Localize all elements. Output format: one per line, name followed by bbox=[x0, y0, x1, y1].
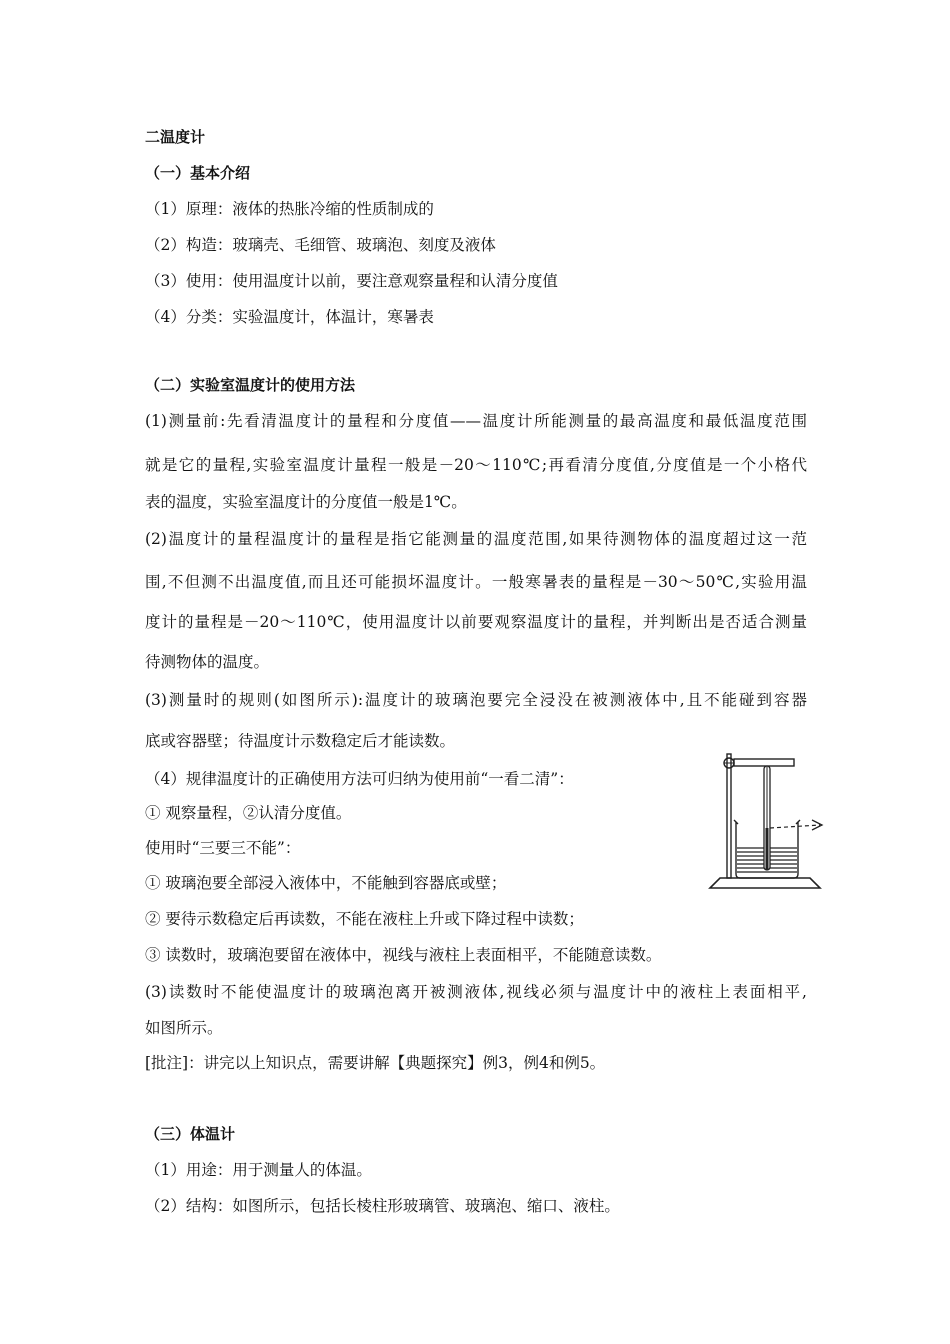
lab-p3-line1: (3)测量时的规则(如图所示):温度计的玻璃泡要完全浸没在被测液体中,且不能碰到容器 bbox=[145, 691, 807, 709]
thermometer-in-beaker-figure bbox=[700, 748, 830, 908]
section-basic-heading: （一）基本介绍 bbox=[145, 164, 251, 182]
lab-p1-line3: 表的温度，实验室温度计的分度值一般是1℃。 bbox=[145, 493, 467, 511]
lab-p3-line2: 底或容器壁；待温度计示数稳定后才能读数。 bbox=[145, 732, 456, 750]
lab-p1-line1: (1)测量前:先看清温度计的量程和分度值——温度计所能测量的最高温度和最低温度范围 bbox=[145, 412, 807, 430]
lab-p2-line3: 度计的量程是－20～110℃，使用温度计以前要观察温度计的量程，并判断出是否适合测量 bbox=[145, 613, 807, 631]
basic-types: （4）分类：实验温度计，体温计，寒暑表 bbox=[145, 308, 434, 326]
stand-rod bbox=[727, 754, 731, 878]
lab-p4-line3: 使用时“三要三不能”： bbox=[145, 839, 301, 857]
lab-p4-line4: ① 玻璃泡要全部浸入液体中，不能触到容器底或壁； bbox=[145, 874, 507, 892]
basic-usage: （3）使用：使用温度计以前，要注意观察量程和认清分度值 bbox=[145, 272, 558, 290]
section-body-thermometer-heading: （三）体温计 bbox=[145, 1125, 236, 1143]
stand-base bbox=[710, 878, 820, 888]
thermometer-column bbox=[766, 828, 769, 870]
lab-p2-line1: (2)温度计的量程温度计的量程是指它能测量的温度范围,如果待测物体的温度超过这一范 bbox=[145, 530, 807, 548]
lab-p1-line2: 就是它的量程,实验室温度计量程一般是－20～110℃;再看清分度值,分度值是一个小格代 bbox=[145, 456, 807, 474]
lab-p5-line1: (3)读数时不能使温度计的玻璃泡离开被测液体,视线必须与温度计中的液柱上表面相平, bbox=[145, 983, 807, 1001]
section-lab-heading: （二）实验室温度计的使用方法 bbox=[145, 376, 356, 394]
sight-line bbox=[770, 825, 820, 828]
basic-principle: （1）原理：液体的热胀冷缩的性质制成的 bbox=[145, 200, 434, 218]
clamp-arm bbox=[734, 759, 794, 766]
lab-p4-line6: ③ 读数时，玻璃泡要留在液体中，视线与液柱上表面相平，不能随意读数。 bbox=[145, 946, 662, 964]
lab-p2-line2: 围,不但测不出温度值,而且还可能损坏温度计。一般寒暑表的量程是－30～50℃,实验用温 bbox=[145, 573, 807, 591]
body-thermometer-use: （1）用途：用于测量人的体温。 bbox=[145, 1161, 372, 1179]
lab-p4-line1: （4）规律温度计的正确使用方法可归纳为使用前“一看二清”： bbox=[145, 770, 574, 788]
lab-p4-line2: ① 观察量程，②认清分度值。 bbox=[145, 804, 352, 822]
annotation-note: [批注]：讲完以上知识点，需要讲解【典题探究】例3，例4和例5。 bbox=[145, 1054, 606, 1072]
body-thermometer-structure: （2）结构：如图所示，包括长棱柱形玻璃管、玻璃泡、缩口、液柱。 bbox=[145, 1197, 620, 1215]
lab-p5-line2: 如图所示。 bbox=[145, 1019, 223, 1037]
basic-structure: （2）构造：玻璃壳、毛细管、玻璃泡、刻度及液体 bbox=[145, 236, 496, 254]
lab-p2-line4: 待测物体的温度。 bbox=[145, 653, 270, 671]
lab-p4-line5: ② 要待示数稳定后再读数，不能在液柱上升或下降过程中读数； bbox=[145, 910, 584, 928]
page-title: 二温度计 bbox=[145, 128, 206, 146]
